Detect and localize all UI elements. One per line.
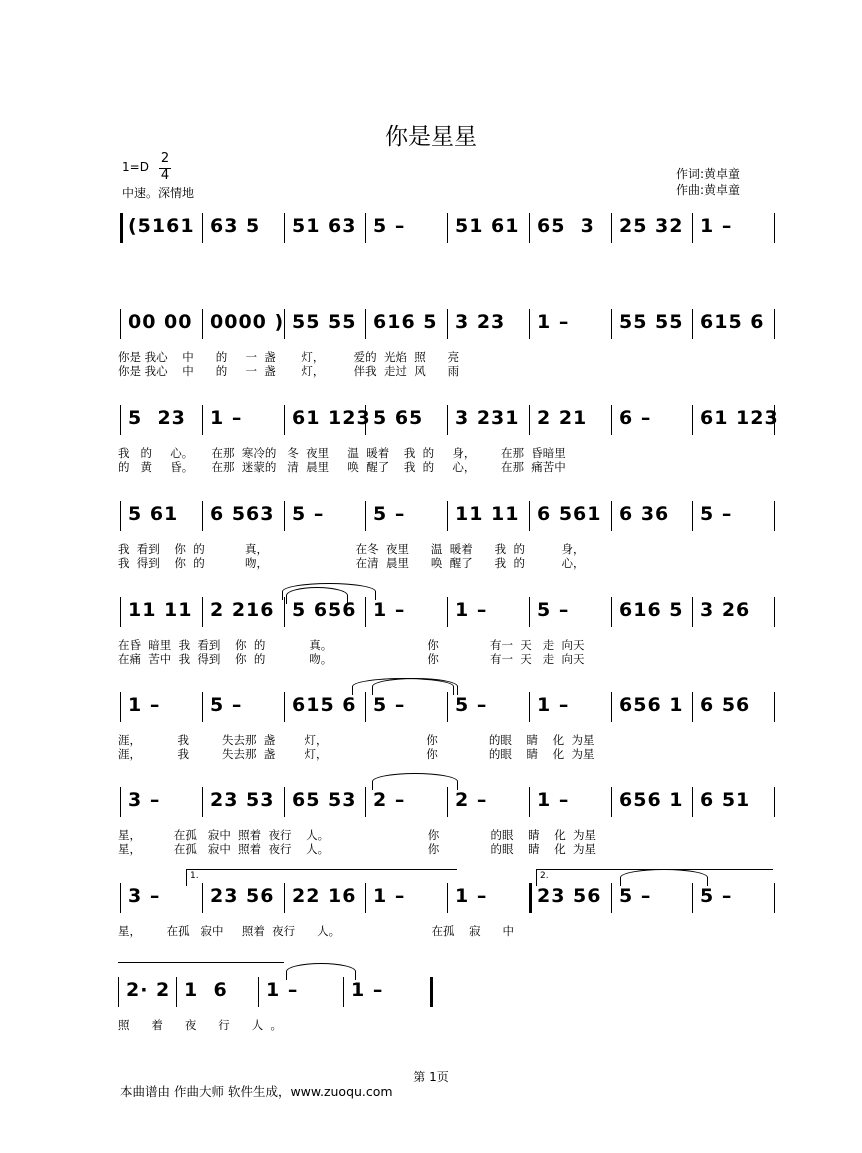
measure-notes: 5 – <box>455 694 488 716</box>
lyric-line: 你是 我心 中 的 一 盏 灯， 伴我 走过 风 雨 <box>118 364 460 378</box>
measure-notes: 55 55 <box>619 311 684 333</box>
measure-notes: 0000 ) <box>210 311 285 333</box>
barline <box>611 883 612 913</box>
measure-notes: 6 36 <box>619 503 670 525</box>
barline <box>692 309 693 339</box>
measure-notes: 6 563 <box>210 503 275 525</box>
barline <box>774 787 775 817</box>
barline <box>692 405 693 435</box>
tie-slur <box>286 963 356 980</box>
lyric-line: 星， 在孤 寂中 照着 夜行 人。 你 的眼 睛 化 为星 <box>118 828 597 842</box>
measure-notes: 2 216 <box>210 599 275 621</box>
barline <box>529 597 530 627</box>
lyric-line: 我 看到 你 的 真， 在冬 夜里 温 暖着 我 的 身， <box>118 542 585 556</box>
measure-notes: 11 11 <box>128 599 193 621</box>
barline <box>529 501 530 531</box>
composer-credit: 作曲:黄卓童 <box>676 183 741 197</box>
measure-notes: 25 32 <box>619 215 684 237</box>
measure-notes: 2· 2 <box>126 979 171 1001</box>
barline <box>447 501 448 531</box>
measure-notes: 5 – <box>619 885 652 907</box>
measure-notes: 2 – <box>373 789 406 811</box>
measure-notes: 55 55 <box>292 311 357 333</box>
tie-slur <box>352 678 454 695</box>
barline <box>365 787 366 817</box>
barline <box>120 597 121 627</box>
barline <box>284 883 285 913</box>
measure-notes: 1 – <box>455 885 488 907</box>
measure-notes: 51 63 <box>292 215 357 237</box>
measure-notes: 63 5 <box>210 215 261 237</box>
tie-slur <box>372 773 458 790</box>
time-signature-bottom: 4 <box>160 168 170 183</box>
barline <box>774 213 775 243</box>
measure-notes: 615 6 <box>292 694 357 716</box>
barline <box>611 787 612 817</box>
measure-notes: 1 – <box>537 789 570 811</box>
barline <box>202 883 203 913</box>
measure-notes: 1 – <box>210 407 243 429</box>
barline <box>774 597 775 627</box>
lyric-line: 你是 我心 中 的 一 盏 灯， 爱的 光焰 照 亮 <box>118 350 460 364</box>
page-number: 第 1页 <box>413 1070 449 1084</box>
measure-notes: 3 – <box>128 789 161 811</box>
tie-slur <box>286 587 348 604</box>
measure-notes: 3 23 <box>455 311 506 333</box>
lyricist-credit: 作词:黄卓童 <box>676 167 741 181</box>
barline <box>447 787 448 817</box>
barline <box>611 405 612 435</box>
measure-notes: 5 656 <box>292 599 357 621</box>
barline <box>365 692 366 722</box>
volta-bracket-1 <box>186 869 457 886</box>
measure-notes: 5 – <box>210 694 243 716</box>
lyric-line: 照 着 夜 行 人 。 <box>118 1018 283 1032</box>
measure-notes: (5161 <box>128 215 195 237</box>
time-signature-top: 2 <box>160 151 170 166</box>
measure-notes: 1 – <box>351 979 384 1001</box>
barline <box>774 692 775 722</box>
barline <box>447 692 448 722</box>
measure-notes: 615 6 <box>700 311 765 333</box>
barline <box>529 787 530 817</box>
barline <box>120 405 121 435</box>
volta-number: 2. <box>540 871 549 881</box>
measure-notes: 5 65 <box>373 407 424 429</box>
measure-notes: 1 – <box>128 694 161 716</box>
barline <box>774 883 775 913</box>
barline <box>118 977 119 1007</box>
measure-notes: 61 123 <box>292 407 371 429</box>
barline <box>692 787 693 817</box>
barline <box>365 309 366 339</box>
barline <box>120 883 121 913</box>
measure-notes: 65 3 <box>537 215 595 237</box>
measure-notes: 1 – <box>537 694 570 716</box>
barline <box>202 692 203 722</box>
measure-notes: 00 00 <box>128 311 193 333</box>
measure-notes: 6 56 <box>700 694 751 716</box>
barline <box>692 883 693 913</box>
measure-notes: 51 61 <box>455 215 520 237</box>
lyric-line: 星， 在孤 寂中 照着 夜行 人。 你 的眼 睛 化 为星 <box>118 842 597 856</box>
barline <box>284 787 285 817</box>
measure-notes: 65 53 <box>292 789 357 811</box>
measure-notes: 23 56 <box>210 885 275 907</box>
barline <box>611 597 612 627</box>
measure-notes: 3 – <box>128 885 161 907</box>
tie-slur <box>620 869 708 886</box>
barline <box>611 692 612 722</box>
barline <box>529 405 530 435</box>
barline <box>430 977 433 1007</box>
barline <box>284 309 285 339</box>
song-title: 你是星星 <box>385 124 477 150</box>
measure-notes: 22 16 <box>292 885 357 907</box>
measure-notes: 5 23 <box>128 407 186 429</box>
measure-notes: 5 – <box>700 885 733 907</box>
measure-notes: 5 – <box>373 503 406 525</box>
barline <box>365 883 366 913</box>
key-signature: 1=D <box>122 160 149 174</box>
measure-notes: 6 561 <box>537 503 602 525</box>
measure-notes: 11 11 <box>455 503 520 525</box>
barline <box>202 309 203 339</box>
measure-notes: 616 5 <box>373 311 438 333</box>
barline <box>202 787 203 817</box>
measure-notes: 1 – <box>373 599 406 621</box>
barline <box>202 213 203 243</box>
barline <box>447 213 448 243</box>
measure-notes: 2 – <box>455 789 488 811</box>
measure-notes: 656 1 <box>619 789 684 811</box>
measure-notes: 5 – <box>373 694 406 716</box>
tempo-marking: 中速。深情地 <box>122 186 195 200</box>
lyric-line: 我 得到 你 的 吻， 在清 晨里 唤 醒了 我 的 心， <box>118 556 585 570</box>
barline <box>611 213 612 243</box>
lyric-line: 涯， 我 失去那 盏 灯， 你 的眼 睛 化 为星 <box>118 747 595 761</box>
barline <box>284 213 285 243</box>
barline <box>611 501 612 531</box>
barline <box>258 977 259 1007</box>
measure-notes: 656 1 <box>619 694 684 716</box>
lyric-line: 星， 在孤 寂中 照着 夜行 人。 在孤 寂 中 <box>118 924 515 938</box>
measure-notes: 1 – <box>537 311 570 333</box>
measure-notes: 1 6 <box>184 979 228 1001</box>
barline <box>120 213 123 243</box>
volta-number: 1. <box>190 871 199 881</box>
barline <box>120 501 121 531</box>
continuation-line <box>118 962 284 963</box>
barline <box>529 213 530 243</box>
barline <box>284 692 285 722</box>
barline <box>120 787 121 817</box>
measure-notes: 1 – <box>700 215 733 237</box>
barline <box>365 213 366 243</box>
barline <box>692 597 693 627</box>
barline <box>284 405 285 435</box>
barline <box>447 309 448 339</box>
barline <box>774 309 775 339</box>
lyric-line: 涯， 我 失去那 盏 灯， 你 的眼 睛 化 为星 <box>118 733 595 747</box>
measure-notes: 616 5 <box>619 599 684 621</box>
lyric-line: 我 的 心。 在那 寒冷的 冬 夜里 温 暖着 我 的 身， 在那 昏暗里 <box>118 446 566 460</box>
lyric-line: 的 黄 昏。 在那 迷蒙的 清 晨里 唤 醒了 我 的 心， 在那 痛苦中 <box>118 460 566 474</box>
barline <box>692 213 693 243</box>
lyric-line: 在痛 苦中 我 得到 你 的 吻。 你 有一 天 走 向天 <box>118 652 585 666</box>
barline <box>692 692 693 722</box>
barline <box>202 501 203 531</box>
footer-source: 本曲谱由 作曲大师 软件生成，www.zuoqu.com <box>120 1084 393 1099</box>
barline <box>120 692 121 722</box>
barline <box>447 883 448 913</box>
barline <box>202 597 203 627</box>
barline <box>529 692 530 722</box>
measure-notes: 5 61 <box>128 503 179 525</box>
measure-notes: 61 123 <box>700 407 779 429</box>
measure-notes: 2 21 <box>537 407 588 429</box>
barline <box>365 501 366 531</box>
measure-notes: 23 53 <box>210 789 275 811</box>
measure-notes: 1 – <box>455 599 488 621</box>
measure-notes: 23 56 <box>537 885 602 907</box>
barline <box>692 501 693 531</box>
measure-notes: 3 231 <box>455 407 520 429</box>
barline <box>343 977 344 1007</box>
barline <box>447 597 448 627</box>
measure-notes: 6 51 <box>700 789 751 811</box>
measure-notes: 5 – <box>700 503 733 525</box>
barline <box>447 405 448 435</box>
measure-notes: 1 – <box>373 885 406 907</box>
measure-notes: 6 – <box>619 407 652 429</box>
barline <box>176 977 177 1007</box>
barline <box>529 883 532 913</box>
measure-notes: 1 – <box>266 979 299 1001</box>
barline <box>202 405 203 435</box>
barline <box>284 501 285 531</box>
barline <box>774 501 775 531</box>
measure-notes: 3 26 <box>700 599 751 621</box>
barline <box>365 597 366 627</box>
lyric-line: 在昏 暗里 我 看到 你 的 真。 你 有一 天 走 向天 <box>118 638 585 652</box>
barline <box>529 309 530 339</box>
barline <box>611 309 612 339</box>
measure-notes: 5 – <box>292 503 325 525</box>
measure-notes: 5 – <box>537 599 570 621</box>
barline <box>120 309 121 339</box>
measure-notes: 5 – <box>373 215 406 237</box>
